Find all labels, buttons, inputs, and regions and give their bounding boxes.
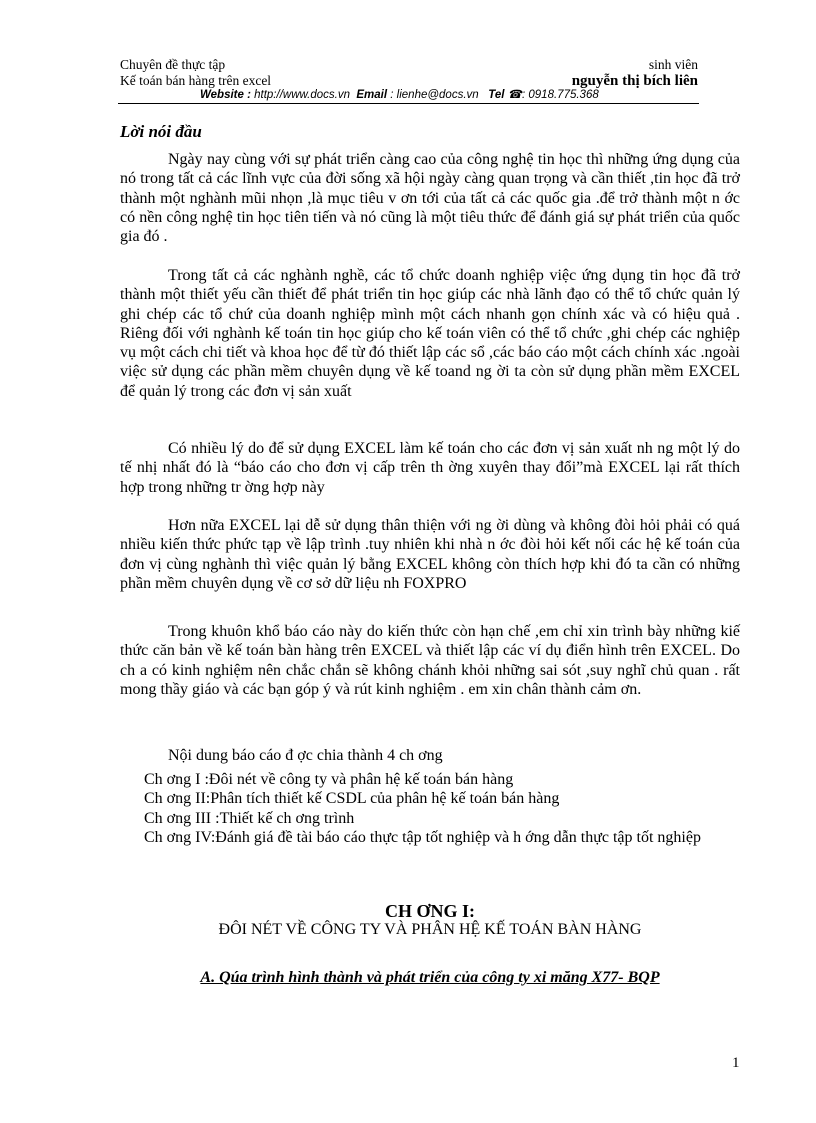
paragraph-text: Nội dung báo cáo đ ợc chia thành 4 ch ơng (168, 747, 443, 764)
chapter-list (120, 770, 740, 847)
paragraph-text: Trong tất cả các nghành nghề, các tổ chức doanh nghiệp việc ứng dụng tin học đã trở thành một thiết yếu cần thiết để phát triển tin học giúp các nhà lãnh đạo có thể tổ chức quản lý ghi chép các tổ chứ của doanh nghiệp mình một cách nhanh gọn chính xác và có hiệu quả . Riêng đối với nghành kế toán tin học giúp cho kế toán viên có thể tổ chức ,ghi chép các nghiệp vụ một cách chi tiết và khoa học để từ đó thiết lập các sổ ,các báo cáo một cách chính xác .ngoài việc sử dụng các phần mềm chuyên dụng về kế toand ng ời ta còn sử dụng phần mềm EXCEL để quản lý trong các đơn vị sản xuất (120, 267, 740, 400)
paragraph-5 (120, 622, 740, 699)
paragraph-text: Trong khuôn khổ báo cáo này do kiến thức còn hạn chế ,em chỉ xin trình bày những kiế thức căn bản về kế toán bàn hàng trên EXCEL và thiết lập các ví dụ điển hình trên EXCEL. Do ch a có kinh nghiệm nên chắc chắn sẽ không chánh khỏi những sai sót ,suy nghĩ chủ quan . rất mong thầy giáo và các bạn góp ý và rút kinh nghiệm . em xin chân thành cảm ơn. (120, 623, 740, 698)
header-divider (118, 103, 699, 104)
section-heading: A. Qúa trình hình thành và phát triển của công ty xi măng X77- BQP (200, 969, 660, 986)
header-topic: Chuyên đề thực tập (120, 57, 226, 72)
header-subject: Kế toán bán hàng trên excel (120, 73, 272, 88)
tel-label: Tel (488, 89, 505, 101)
paragraph-6 (120, 746, 740, 765)
paragraph-text: Ngày nay cùng với sự phát triển càng cao của công nghệ tin học thì những ứng dụng của nó trong tất cả các lĩnh vực của đời sống xã hội ngày càng quan trọng và cần thiết ,tin học đã trở thành một nghành mũi nhọn ,là mục tiêu v ơn tới của tất cả các quốc gia .để trở thành một n ớc có nền công nghệ tin học tiên tiến và nó cũng là một tiêu thức để đánh giá sự phát triển của quốc gia đó . (120, 151, 740, 246)
paragraph-4 (120, 516, 740, 593)
phone-icon: ☎ (507, 89, 522, 101)
chapter-list-item: Ch ơng III :Thiết kế ch ơng trình (144, 809, 355, 827)
header-contact-line (200, 88, 599, 102)
intro-title: Lời nói đầu (120, 122, 202, 141)
chapter-heading: CH ƠNG I: (385, 901, 475, 921)
paragraph-1 (120, 150, 740, 246)
header-role: sinh viên (648, 57, 698, 72)
chapter-list-item: Ch ơng IV:Đánh giá đề tài báo cáo thực tập tốt nghiệp và h ớng dẫn thực tập tốt nghiệp (144, 828, 701, 846)
header-author: nguyễn thị bích liên (571, 73, 698, 89)
website-link[interactable]: http://www.docs.vn (254, 89, 350, 101)
email-link[interactable]: : lienhe@docs.vn (390, 89, 479, 101)
paragraph-text: Hơn nữa EXCEL lại dễ sử dụng thân thiện với ng ời dùng và không đòi hỏi phải có quá nhiều kiến thức phức tạp về lập trình .tuy nhiên khi nhà n ớc đòi hỏi kết nối các hệ kế toán của đơn vị cùng nghành thì việc quản lý bằng EXCEL không còn thích hợp khi đó ta cần có những phần mềm chuyên dụng về cơ sở dữ liệu nh FOXPRO (120, 517, 740, 592)
paragraph-3 (120, 439, 740, 497)
chapter-list-item: Ch ơng II:Phân tích thiết kế CSDL của phân hệ kế toán bán hàng (144, 790, 560, 808)
chapter-subheading: ĐÔI NÉT VỀ CÔNG TY VÀ PHÂN HỆ KẾ TOÁN BÀN HÀNG (218, 921, 642, 938)
page-number: 1 (732, 1055, 740, 1071)
header-right (572, 57, 698, 89)
chapter-list-item: Ch ơng I :Đôi nét về công ty và phân hệ kế toán bán hàng (144, 771, 514, 788)
tel-value: : 0918.775.368 (522, 89, 599, 101)
email-label: Email (356, 89, 388, 101)
header-left (120, 57, 271, 89)
paragraph-text: Có nhiều lý do để sử dụng EXCEL làm kế toán cho các đơn vị sản xuất nh ng một lý do tế nhị nhất đó là “báo cáo cho đơn vị cấp trên th ờng xuyên thay đổi”mà EXCEL lại rất thích hợp trong những tr ờng hợp này (120, 440, 740, 496)
website-label: Website : (200, 89, 251, 101)
paragraph-2 (120, 266, 740, 401)
